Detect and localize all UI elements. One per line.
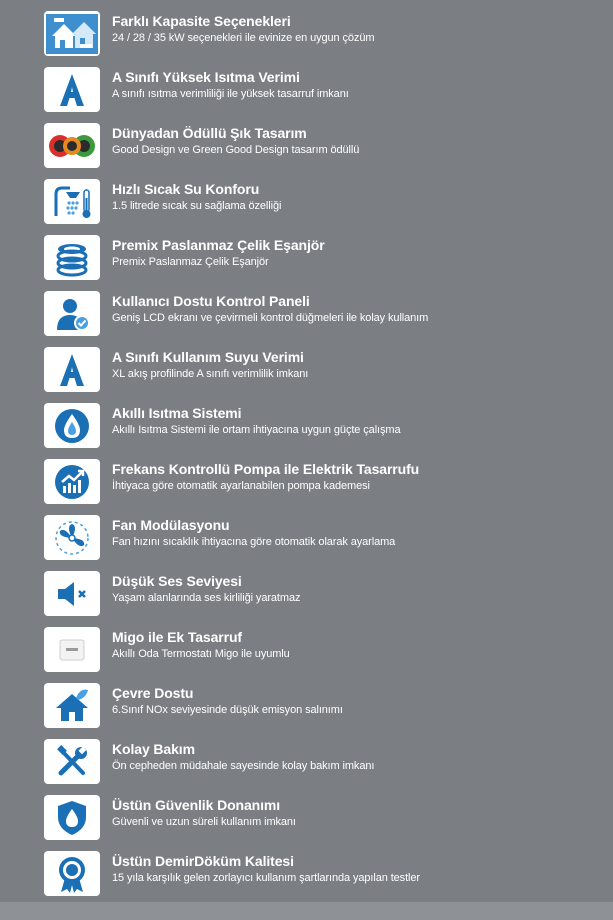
shower-thermometer-icon	[44, 179, 100, 224]
feature-description: Akıllı Isıtma Sistemi ile ortam ihtiyacına uygun güçte çalışma	[112, 424, 401, 436]
feature-title: Hızlı Sıcak Su Konforu	[112, 181, 260, 197]
house-capacity-icon	[44, 11, 100, 56]
feature-title: Düşük Ses Seviyesi	[112, 573, 242, 589]
feature-title: Kolay Bakım	[112, 741, 195, 757]
water-drop-icon	[44, 403, 100, 448]
feature-item	[0, 7, 613, 63]
feature-title: Fan Modülasyonu	[112, 517, 230, 533]
user-check-icon	[44, 291, 100, 336]
fan-icon	[44, 515, 100, 560]
feature-item	[0, 63, 613, 119]
feature-title: Migo ile Ek Tasarruf	[112, 629, 242, 645]
feature-description: Ön cepheden müdahale sayesinde kolay bakım imkanı	[112, 760, 375, 772]
feature-item	[0, 567, 613, 623]
feature-description: Yaşam alanlarında ses kirliliği yaratmaz	[112, 592, 301, 604]
speaker-mute-icon	[44, 571, 100, 616]
feature-description: Premix Paslanmaz Çelik Eşanjör	[112, 256, 269, 268]
feature-title: Kullanıcı Dostu Kontrol Paneli	[112, 293, 310, 309]
feature-description: 24 / 28 / 35 kW seçenekleri ile evinize en uygun çözüm	[112, 32, 375, 44]
bottom-bar	[0, 902, 613, 920]
feature-description: Geniş LCD ekranı ve çevirmeli kontrol düğmeleri ile kolay kullanım	[112, 312, 429, 324]
heat-exchanger-icon	[44, 235, 100, 280]
tools-icon	[44, 739, 100, 784]
feature-description: 1.5 litrede sıcak su sağlama özelliği	[112, 200, 282, 212]
feature-item	[0, 175, 613, 231]
feature-item	[0, 623, 613, 679]
chart-growth-icon	[44, 459, 100, 504]
feature-description: A sınıfı ısıtma verimliliği ile yüksek tasarruf imkanı	[112, 88, 349, 100]
feature-description: Güvenli ve uzun süreli kullanım imkanı	[112, 816, 296, 828]
feature-item	[0, 791, 613, 847]
feature-description: Good Design ve Green Good Design tasarım ödüllü	[112, 144, 360, 156]
feature-item	[0, 511, 613, 567]
feature-item	[0, 847, 613, 903]
feature-title: A Sınıfı Kullanım Suyu Verimi	[112, 349, 304, 365]
feature-title: Çevre Dostu	[112, 685, 194, 701]
feature-title: Farklı Kapasite Seçenekleri	[112, 13, 291, 29]
feature-item	[0, 679, 613, 735]
feature-description: 15 yıla karşılık gelen zorlayıcı kullanım şartlarında yapılan testler	[112, 872, 420, 884]
thermostat-device-icon	[44, 627, 100, 672]
a-class-icon	[44, 67, 100, 112]
feature-title: Premix Paslanmaz Çelik Eşanjör	[112, 237, 325, 253]
feature-item	[0, 735, 613, 791]
feature-item	[0, 455, 613, 511]
eco-house-icon	[44, 683, 100, 728]
feature-title: Üstün DemirDöküm Kalitesi	[112, 853, 294, 869]
feature-description: Akıllı Oda Termostatı Migo ile uyumlu	[112, 648, 290, 660]
feature-item	[0, 231, 613, 287]
feature-title: Frekans Kontrollü Pompa ile Elektrik Tasarrufu	[112, 461, 420, 477]
feature-description: Fan hızını sıcaklık ihtiyacına göre otomatik olarak ayarlama	[112, 536, 396, 548]
feature-title: Üstün Güvenlik Donanımı	[112, 797, 281, 813]
feature-title: A Sınıfı Yüksek Isıtma Verimi	[112, 69, 300, 85]
feature-title: Dünyadan Ödüllü Şık Tasarım	[112, 125, 307, 141]
a-class-icon	[44, 347, 100, 392]
feature-item	[0, 399, 613, 455]
feature-title: Akıllı Isıtma Sistemi	[112, 405, 242, 421]
feature-list	[0, 7, 613, 903]
feature-item	[0, 287, 613, 343]
feature-item	[0, 119, 613, 175]
feature-description: 6.Sınıf NOx seviyesinde düşük emisyon salınımı	[112, 704, 343, 716]
feature-description: İhtiyaca göre otomatik ayarlanabilen pompa kademesi	[112, 480, 370, 492]
award-badges-icon	[44, 123, 100, 168]
feature-description: XL akış profilinde A sınıfı verimlilik imkanı	[112, 368, 309, 380]
shield-drop-icon	[44, 795, 100, 840]
feature-item	[0, 343, 613, 399]
quality-medal-icon	[44, 851, 100, 896]
